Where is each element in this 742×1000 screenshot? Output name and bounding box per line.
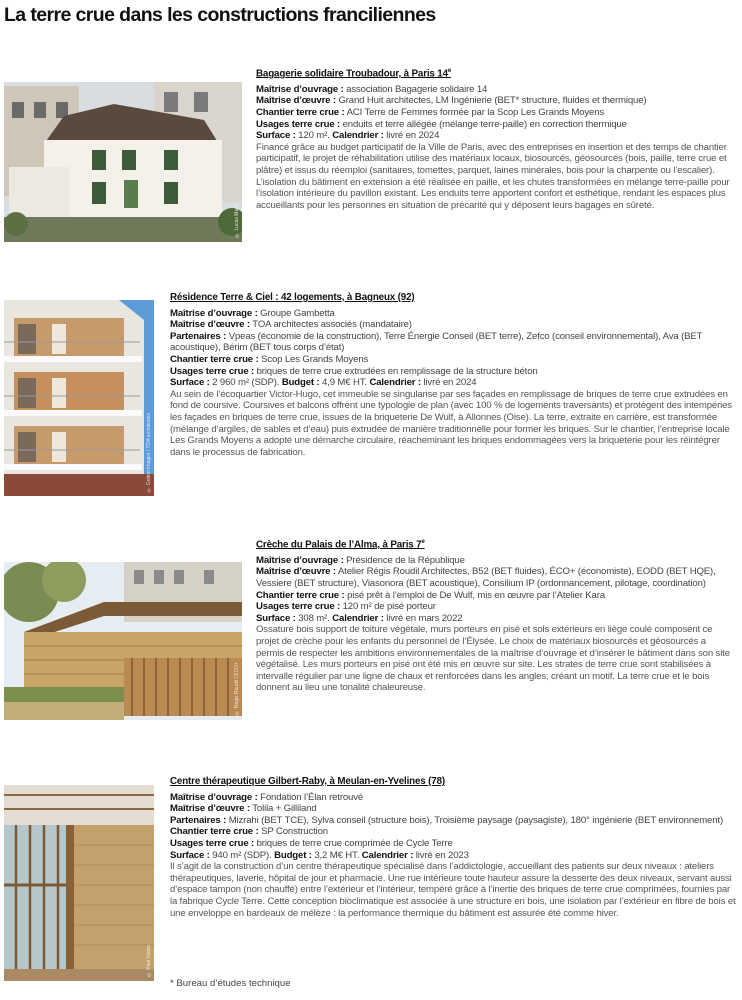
residence-photo bbox=[4, 300, 154, 496]
photo-credit: © Paul Voisin bbox=[146, 944, 152, 977]
field-maitrise-ouvrage: Maîtrise d’ouvrage : Groupe Gambetta bbox=[170, 307, 335, 319]
field-maitrise-oeuvre: Maîtrise d’œuvre : TOA architectes associés (mandataire) bbox=[170, 319, 412, 331]
project-bagagerie bbox=[256, 66, 736, 211]
field-surface-budget-calendrier: Surface : 940 m² (SDP). Budget : 3,2 M€ HT. Calendrier : livré en 2023 bbox=[170, 849, 469, 861]
project-description: Ossature bois support de toiture végétale, murs porteurs en pisé et sols extérieurs en liège coulé composent ce projet de crèche pour les enfants du personnel de l’Élysée. Le choix de matériaux biosourcés et géosourcés a permis de respecter les ambitions environnementales de la maîtrise d’ouvrage et d’insérer le bâtiment dans son site végétalisé. Les murs porteurs en pisé ont été mis en œuvre sur site. Les strates de terre crue sont stabilisées à intervalle régulier par une ligne de chaux et renforcées dans les angles, créant un motif. La terre crue et le bois donnent au lieu une tonalité chaleureuse. bbox=[256, 624, 730, 694]
field-chantier: Chantier terre crue : SP Construction bbox=[170, 826, 328, 838]
footnote: * Bureau d’études technique bbox=[170, 978, 291, 989]
field-chantier: Chantier terre crue : pisé prêt à l’emploi de De Wulf, mis en œuvre par l’Atelier Kara bbox=[256, 589, 605, 601]
centre-photo bbox=[4, 785, 154, 981]
field-partenaires: Partenaires : Mizrahi (BET TCE), Sylva conseil (structure bois), Troisième paysage (paysagiste), 180° ingénierie (BET environnement) bbox=[170, 814, 723, 826]
project-description: Financé grâce au budget participatif de la Ville de Paris, avec des entreprises en insertion et des temps de chantier participatif, le projet de réhabilitation utilise des matériaux locaux, biosourcés, géosourcés (bois, paille, terre crue et plâtre) et issus du réemploi (sanitaires, tomettes, parquet, laines minérales, bois pour la charpente ou l’escalier). L’isolation du bâtiment en extension a été réalisée en paille, et les chutes transformées en mélange terre-paille pour l’isolation intérieure du pavillon existant. Les enduits terre apportent confort et esthétique, rendant les espaces plus accueillants pour les personnes en situation de précarité qui y déposent leurs bagages en sûreté. bbox=[256, 141, 730, 211]
project-title: Bagagerie solidaire Troubadour, à Paris 14e bbox=[256, 68, 452, 80]
field-maitrise-oeuvre: Maîtrise d’œuvre : Grand Huit architectes, LM Ingénierie (BET* structure, fluides et thermique) bbox=[256, 95, 647, 107]
creche-photo bbox=[4, 562, 242, 720]
field-surface-budget-calendrier: Surface : 2 960 m² (SDP). Budget : 4,9 M€ HT. Calendrier : livré en 2024 bbox=[170, 377, 477, 389]
project-residence bbox=[170, 292, 736, 458]
field-usages: Usages terre crue : enduits et terre allégée (mélange terre-paille) en correction thermique bbox=[256, 118, 627, 130]
field-maitrise-oeuvre: Maîtrise d’œuvre : Atelier Régis Roudil Architectes, B52 (BET fluides), ÉCO+ (économiste), EODD (BET HQE), Vessiere (BET structure), Viasonora (BET acoustique), Consilium IP (ordonnancement, pilotage, coordination) bbox=[256, 566, 716, 590]
field-usages: Usages terre crue : 120 m² de pisé porteur bbox=[256, 601, 436, 613]
bagagerie-photo bbox=[4, 82, 242, 242]
page-title: La terre crue dans les constructions franciliennes bbox=[4, 4, 436, 26]
field-surface-calendrier: Surface : 120 m². Calendrier : livré en 2024 bbox=[256, 130, 440, 142]
project-title: Centre thérapeutique Gilbert-Raby, à Meulan-en-Yvelines (78) bbox=[170, 776, 445, 787]
project-centre bbox=[170, 776, 736, 919]
photo-credit: © Golem Images / TOA architectes bbox=[146, 412, 152, 492]
photo-credit: © Régis Roudil / ÉCO+ bbox=[234, 662, 240, 716]
field-maitrise-ouvrage: Maîtrise d’ouvrage : Fondation l’Élan retrouvé bbox=[170, 791, 364, 803]
field-maitrise-ouvrage: Maîtrise d’ouvrage : association Bagagerie solidaire 14 bbox=[256, 83, 488, 95]
project-title: Crèche du Palais de l’Alma, à Paris 7e bbox=[256, 539, 425, 551]
photo-credit: © Lucas Mau bbox=[234, 206, 240, 238]
field-usages: Usages terre crue : briques de terre crue extrudées en remplissage de la structure béton bbox=[170, 365, 538, 377]
field-partenaires: Partenaires : Vpeas (économie de la construction), Terre Énergie Conseil (BET terre), Zefco (conseil environnemental), Ava (BET acoustique), Bérim (BET tous corps d’état) bbox=[170, 330, 703, 354]
field-chantier: Chantier terre crue : ACI Terre de Femmes formée par la Scop Les Grands Moyens bbox=[256, 107, 605, 119]
field-maitrise-ouvrage: Maîtrise d’ouvrage : Présidence de la République bbox=[256, 554, 465, 566]
project-creche bbox=[256, 537, 736, 694]
field-usages: Usages terre crue : briques de terre crue comprimée de Cycle Terre bbox=[170, 837, 453, 849]
project-description: Il s’agit de la construction d’un centre thérapeutique spécialisé dans l’addictologie, accueillant des patients sur deux niveaux : ateliers thérapeutiques, laverie, hôpital de jour et pharmacie. Une rue intérieure toute hauteur assure la desserte des deux niveaux, servant aussi d’espace tampon (non chauffé) entre l’extérieur et l’intérieur, tempéré grâce à l’inertie des briques de terre crue comprimées, fournies par la fabrique Cycle Terre. Cette conception bioclimatique est associée à une structure en bois, une isolation par l’extérieur en fibre de bois et une enveloppe en bardeaux de mélèze : la performance thermique du bâtiment est assurée été comme hiver. bbox=[170, 861, 736, 919]
project-title: Résidence Terre & Ciel : 42 logements, à Bagneux (92) bbox=[170, 292, 415, 303]
field-maitrise-oeuvre: Maîtrise d’œuvre : Tolila + Gilliland bbox=[170, 803, 317, 815]
project-description: Au sein de l’écoquartier Victor-Hugo, cet immeuble se singularise par ses façades en remplissage de briques de terre crue extrudées en fond de coursive. Coursives et balcons offrent une typologie de plan (avec 100 % de logements traversants) et protègent des intempéries les façades en briques de terre crue, issues de la briqueterie De Wulf, à Allonnes (Oise). La terre, extraite en carrière, est transformée (mélange d’argiles, de sables et d’eau) puis extrudée de manière traditionnelle pour former les briques. Sur le chantier, l’entreprise locale Les Grands Moyens a adopté une démarche circulaire, réacheminant les briques endommagées vers la briqueterie pour les réintégrer dans le processus de fabrication. bbox=[170, 388, 732, 458]
field-surface-calendrier: Surface : 308 m². Calendrier : livré en mars 2022 bbox=[256, 612, 463, 624]
field-chantier: Chantier terre crue : Scop Les Grands Moyens bbox=[170, 353, 369, 365]
